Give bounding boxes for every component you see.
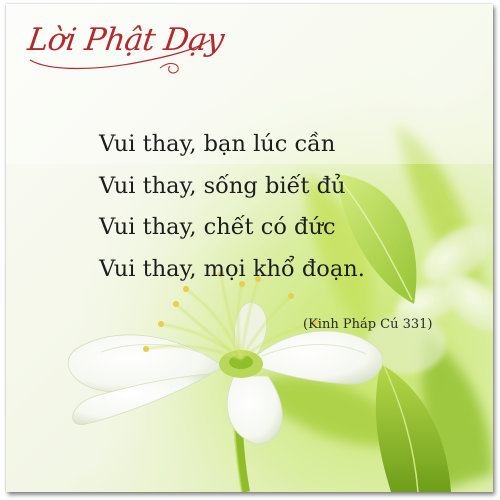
quote-source: (Kinh Pháp Cú 331)	[303, 317, 433, 332]
verse-line: Vui thay, sống biết đủ	[99, 172, 346, 199]
quote-card	[6, 4, 493, 492]
verse-line: Vui thay, mọi khổ đoạn.	[99, 255, 365, 282]
quote-verses	[99, 124, 459, 290]
verse-line: Vui thay, chết có đức	[99, 214, 336, 240]
page-title: Lời Phật Dạy	[25, 22, 227, 58]
verse-line: Vui thay, bạn lúc cần	[99, 131, 336, 157]
